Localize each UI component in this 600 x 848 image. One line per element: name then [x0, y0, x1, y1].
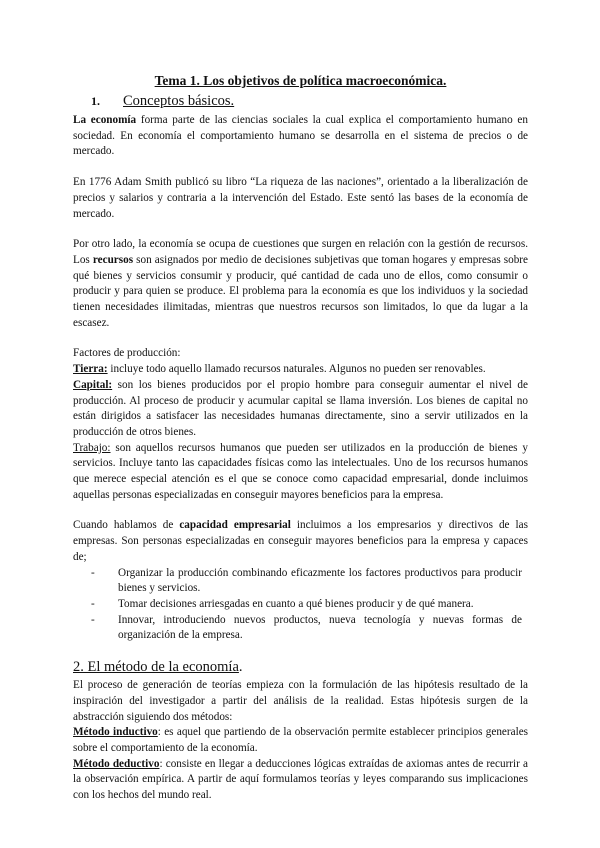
capacity-list — [73, 566, 528, 645]
list-item: - Organizar la producción combinando eficazmente los factores productivos para producir bienes y servicios. — [91, 566, 522, 595]
adam-smith-paragraph: En 1776 Adam Smith publicó su libro “La riqueza de las naciones”, orientado a la liberalización de precios y salarios y contraria a la intervención del Estado. Este sentó las bases de la economía de mercado. — [73, 176, 528, 220]
section-1-number: 1. — [91, 94, 100, 108]
factor-tierra-label: Tierra: — [73, 363, 108, 376]
section-1-title: Conceptos básicos. — [123, 93, 235, 109]
factor-trabajo — [73, 441, 528, 504]
list-item: - Innovar, introduciendo nuevos productos, nueva tecnología y nuevas formas de organización de la empresa. — [91, 613, 522, 642]
factor-capital-text: son los bienes producidos por el propio hombre para conseguir aumentar el nivel de producción. Al proceso de producir y acumular capital se llama inversión. Los bienes de capital no están dirigidos a satisfacer las necesidades humanas directamente, sino a servir utilizados en la producción de otros bienes. — [73, 378, 528, 438]
document-page — [73, 72, 528, 804]
resources-text-2: son asignados por medio de decisiones subjetivas que toman hogares y empresas sobre qué bienes y servicios consumir y producir, qué cantidad de cada uno de ellos, como consumir o producir y para quien se produce. El problema para la economía es que los individuos y la sociedad tienen necesidades ilimitadas, mientras que nuestros recursos son limitados, lo que da lugar a la escasez. — [73, 253, 528, 329]
deductive-method-text: : consiste en llegar a deducciones lógicas extraídas de axiomas antes de recurrir a la observación empírica. A partir de aquí formulamos teorías y leyes comparando sus implicaciones con los hechos del mundo real. — [73, 757, 528, 802]
inductive-method-text: : es aquel que partiendo de la observación permite establecer principios generales sobre el comportamiento de la economía. — [73, 726, 529, 754]
factor-capital-label: Capital: — [73, 378, 113, 391]
capacity-term: capacidad empresarial — [179, 519, 291, 532]
list-dash: - — [91, 613, 95, 626]
section-2-heading — [73, 658, 528, 676]
deductive-method — [73, 757, 528, 804]
economy-definition-paragraph — [73, 113, 528, 160]
list-dash: - — [91, 597, 95, 610]
factor-capital — [73, 378, 528, 441]
method-paragraph: El proceso de generación de teorías empieza con la formulación de las hipótesis resultado de la inspiración del investigador a partir del análisis de la realidad. Estas hipótesis surgen de la abstracción siguiendo dos métodos: — [73, 679, 528, 723]
factor-tierra — [73, 362, 528, 378]
inductive-method-label: Método inductivo — [73, 726, 158, 739]
entrepreneurial-capacity-paragraph — [73, 518, 528, 565]
document-title: Tema 1. Los objetivos de política macroeconómica. — [154, 73, 447, 88]
factors-intro: Factores de producción: — [73, 347, 181, 360]
section-2-title-suffix: . — [238, 659, 243, 676]
economy-definition-text: forma parte de las ciencias sociales la cual explica el comportamiento humano en sociedad. En economía el comportamiento humano se desarrolla en el sistema de precios o de mercado. — [73, 114, 528, 158]
resources-term: recursos — [92, 253, 134, 266]
inductive-method — [73, 725, 528, 756]
list-dash: - — [91, 566, 95, 579]
deductive-method-label: Método deductivo — [73, 757, 160, 770]
resources-text-1: Por otro lado, la economía se ocupa de cuestiones que surgen en relación con la gestión de recursos. Los — [73, 238, 528, 266]
section-2-title: 2. El método de la economía — [73, 659, 239, 676]
factor-tierra-text: incluye todo aquello llamado recursos naturales. Algunos no pueden ser renovables. — [107, 363, 486, 376]
factor-trabajo-text: son aquellos recursos humanos que pueden ser utilizados en la producción de bienes y servicios. Incluye tanto las capacidades físicas como las intelectuales. Uno de los recursos humanos que merece especial atención es el que se conoce como capacidad empresarial, donde incluimos aquellas personas especializadas en conseguir mayores beneficios para la empresa. — [73, 441, 528, 501]
resources-paragraph — [73, 237, 528, 331]
list-item: - Tomar decisiones arriesgadas en cuanto a qué bienes producir y de qué manera. — [85, 597, 528, 613]
economy-term: La economía — [73, 114, 137, 126]
section-1-heading — [73, 92, 528, 110]
capacity-text-1: Cuando hablamos de — [73, 519, 180, 532]
capacity-text-2: incluimos a los empresarios y directivos de las empresas. Son personas especializadas en conseguir mayores beneficios para la empresa y capaces de; — [73, 519, 528, 563]
factor-trabajo-label: Trabajo: — [73, 441, 111, 454]
